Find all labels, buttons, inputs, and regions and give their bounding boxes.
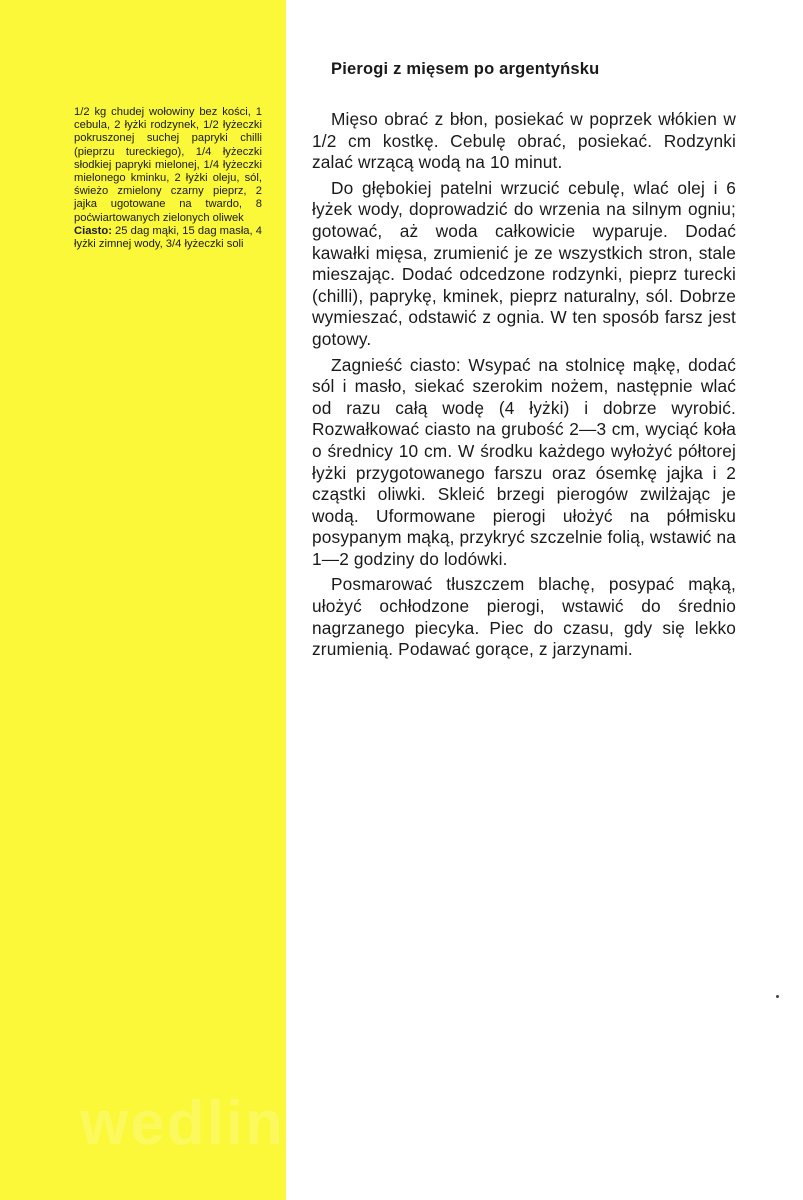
step-paragraph: Do głębokiej patelni wrzucić cebulę, wlać olej i 6 łyżek wody, doprowadzić do wrzenia na silnym ogniu; gotować, aż woda całkowicie wyparuje. Dodać kawałki mięsa, zrumienić je ze wszystkich stron, stale mieszając. Dodać odcedzone rodzynki, pieprz turecki (chilli), paprykę, kminek, pieprz naturalny, sól. Dobrze wymieszać, odstawić z ognia. W ten sposób farsz jest gotowy. — [312, 177, 736, 349]
ingredients-list — [74, 106, 262, 251]
watermark: wedlinydomowe.pl — [80, 1089, 664, 1158]
recipe-title: Pierogi z mięsem po argentyńsku — [331, 60, 600, 78]
dough-text: 25 dag mąki, 15 dag masła, 4 łyżki zimnej wody, 3/4 łyżeczki soli — [74, 224, 262, 251]
page-speck — [776, 995, 779, 998]
recipe-content — [312, 60, 736, 665]
dough-label: Ciasto: — [74, 224, 112, 237]
step-paragraph: Zagnieść ciasto: Wsypać na stolnicę mąkę, dodać sól i masło, siekać szerokim nożem, następnie wlać od razu całą wodę (4 łyżki) i dobrze wyrobić. Rozwałkować ciasto na grubość 2—3 cm, wyciąć koła o średnicy 10 cm. W środku każdego wyłożyć półtorej łyżki przygotowanego farszu oraz ósemkę jajka i 2 cząstki oliwki. Skleić brzegi pierogów zwilżając je wodą. Uformowane pierogi ułożyć na półmisku posypanym mąką, przykryć szczelnie folią, wstawić na 1—2 godziny do lodówki. — [312, 354, 736, 569]
step-paragraph: Posmarować tłuszczem blachę, posypać mąką, ułożyć ochłodzone pierogi, wstawić do średnio nagrzanego piecyka. Piec do czasu, gdy się lekko zrumienią. Podawać gorące, z jarzynami. — [312, 574, 736, 660]
ingredients-sidebar — [0, 0, 286, 1200]
step-paragraph: Mięso obrać z błon, posiekać w poprzek włókien w 1/2 cm kostkę. Cebulę obrać, posiekać. Rodzynki zalać wrzącą wodą na 10 minut. — [312, 109, 736, 173]
dough-ingredients — [74, 225, 262, 251]
ingredients-text: 1/2 kg chudej wołowiny bez kości, 1 cebula, 2 łyżki rodzynek, 1/2 łyżeczki pokruszonej suchej papryki chilli (pieprzu tureckiego), 1/4 łyżeczki słodkiej papryki mielonej, 1/4 łyżeczki mielonego kminku, 2 łyżki oleju, sól, świeżo zmielony czarny pieprz, 2 jajka ugotowane na twardo, 8 poćwiartowanych zielonych oliwek — [74, 106, 262, 224]
